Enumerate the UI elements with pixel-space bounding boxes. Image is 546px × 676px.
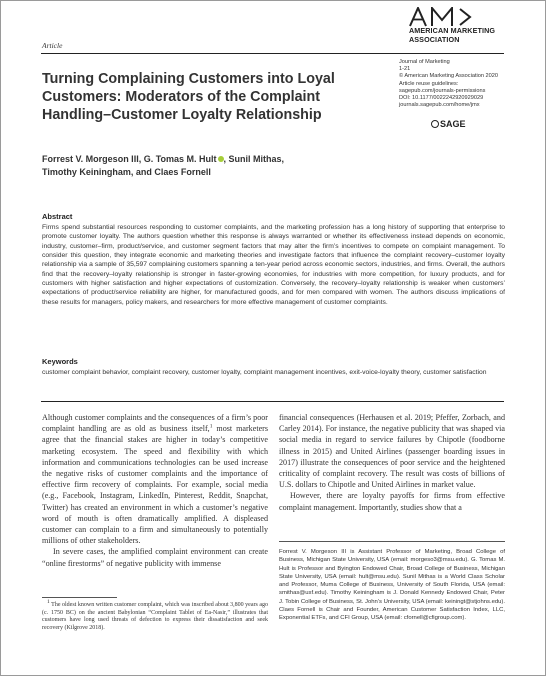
- journal-home-link[interactable]: journals.sagepub.com/home/jmx: [399, 102, 480, 109]
- sage-logo: [431, 119, 466, 129]
- footnote-rule: [42, 597, 117, 598]
- abstract-heading: Abstract: [42, 212, 73, 221]
- journal-name: Journal of Marketing: [399, 59, 450, 65]
- permissions-link[interactable]: sagepub.com/journals-permissions: [399, 87, 486, 94]
- body-text: most marketers agree that the financial stakes are higher in today’s competitive marketing ecosystem. The speed and flexibility with which information and communications technologies can be used increase the negative risks of customer complaints and the importance of effective firm recovery of complaints. For example, social media (e.g., Facebook, Instagram, LinkedIn, Pinterest, Reddit, Snapchat, Twitter) has created an environment in which a customer’s negative word of mouth is often dramatically amplified. A displeased customer can complain to a firm and simultaneously to potentially millions of other stakeholders.: [42, 424, 269, 546]
- page-range: 1-21: [399, 66, 411, 73]
- article-title: Turning Complaining Customers into Loyal Customers: Moderators of the Complaint Handling–Customer Loyalty Relationship: [42, 71, 335, 123]
- footnote-body: The oldest known written customer complaint, which was inscribed about 3,800 years ago (c. 1750 BC) on the ancient Babylonian “Complaint Tablet of Ea-Nasir,” illustrates that customers have long used threats of defection to express their dissatisfaction and seek recovery (Kilgrove 2018).: [42, 602, 268, 632]
- keywords-text: customer complaint behavior, complaint recovery, customer loyalty, complaint management incentives, exit-voice-loyalty theory, customer satisfaction: [42, 369, 487, 376]
- ama-logo-mark: [409, 7, 539, 27]
- authors-first: Forrest V. Morgeson III, G. Tomas M. Hult: [42, 154, 217, 164]
- sage-logo-text: SAGE: [440, 119, 466, 129]
- publisher-name: [409, 27, 539, 44]
- article-type-label: Article: [42, 41, 63, 50]
- abstract-rule: [41, 401, 504, 402]
- publisher-name-line1: AMERICAN MARKETING: [409, 26, 496, 35]
- author-line-1: [42, 153, 462, 166]
- body-text: Although customer complaints and the consequences of a firm’s poor complaint handling are as old as business itself,: [42, 413, 268, 434]
- publisher-name-line2: ASSOCIATION: [409, 34, 460, 44]
- affiliation-rule: [279, 541, 505, 542]
- body-column-right: [279, 412, 505, 513]
- footnote-ref[interactable]: 1: [209, 423, 213, 430]
- copyright: © American Marketing Association 2020: [399, 73, 498, 80]
- abstract-text: Firms spend substantial resources responding to customer complaints, and the marketing profession has a long history of supporting that enterprise to promote customer loyalty. The authors question whether this response is always warranted or whether its effectiveness instead depends on economic, industry, customer–firm, product/service, and customer segment factors that may alter the firm’s incentives to compete on complaint management. To consider this question, they integrate economic and marketing theories and investigate factors that influence the complaint recovery–customer loyalty relationship via a sample of 35,597 complaining customers spanning a ten-year period across economic sectors, industries, and firms. Overall, the authors find that the recovery–loyalty relationship is stronger in faster-growing economies, for industries with more competition, for luxury products, and for customers with higher satisfaction and higher expectations of customization. Conversely, the recovery–loyalty relationship is weaker when customers’ expectations of product/service reliability are higher, for manufactured goods, and for men compared with women. The authors discuss implications of these results for managers, policy makers, and researchers for more effective management of customer complaints.: [42, 224, 505, 306]
- author-line-2: Timothy Keiningham, and Claes Fornell: [42, 166, 211, 177]
- body-paragraph: financial consequences (Herhausen et al. 2019; Pfeffer, Zorbach, and Carley 2014). For instance, the negative publicity that was shaped via social media in regard to service failures by Chipotle (foodborne illness in 2015) and United Airlines (passenger boarding issues in 2017) illustrate the consequences of poor service and the heightened criticality of complaint recovery. The result was costs of billions of U.S. dollars to Chipotle and United Airlines in market value.: [279, 413, 505, 490]
- authors-second: , Sunil Mithas,: [223, 154, 285, 164]
- keywords-heading: Keywords: [42, 357, 78, 366]
- ama-logo-icon: [409, 7, 485, 27]
- sage-ring-icon: [431, 120, 439, 128]
- author-list: [42, 153, 462, 178]
- body-paragraph: However, there are loyalty payoffs for firms from effective complaint management. Importantly, studies show that a: [279, 491, 505, 512]
- footnote: [42, 599, 268, 633]
- author-affiliations: Forrest V. Morgeson III is Assistant Professor of Marketing, Broad College of Business, Michigan State University, USA (email: morgeso3@msu.edu). G. Tomas M. Hult is Professor and Byington Endowed Chair, Broad College of Business, Michigan State University, USA (email: hult@msu.edu). Sunil Mithas is a World Class Scholar and Professor, Muma College of Business, University of South Florida, USA (email: smithas@usf.edu). Timothy Keiningham is J. Donald Kennedy Endowed Chair, Peter J. Tobin College of Business, St. John’s University, USA (email: keiningt@stjohns.edu). Claes Fornell is Chair and Founder, American Customer Satisfaction Index, LLC, Exponential ETFs, and CFI Group, USA (email: cfornell@cfigroup.com).: [279, 549, 506, 622]
- footnote-text: [42, 599, 268, 633]
- reuse-guidelines: Article reuse guidelines:: [399, 80, 459, 87]
- doi[interactable]: DOI: 10.1177/0022242920929029: [399, 95, 484, 102]
- journal-info: [399, 59, 539, 109]
- body-paragraph: In severe cases, the amplified complaint environment can create “online firestorms” of negative publicity with immense: [42, 547, 268, 568]
- body-paragraph: [42, 412, 268, 546]
- ama-logo: [409, 7, 539, 55]
- header-rule: [41, 53, 504, 54]
- footnote-number: 1: [47, 599, 50, 605]
- body-column-left: [42, 412, 268, 569]
